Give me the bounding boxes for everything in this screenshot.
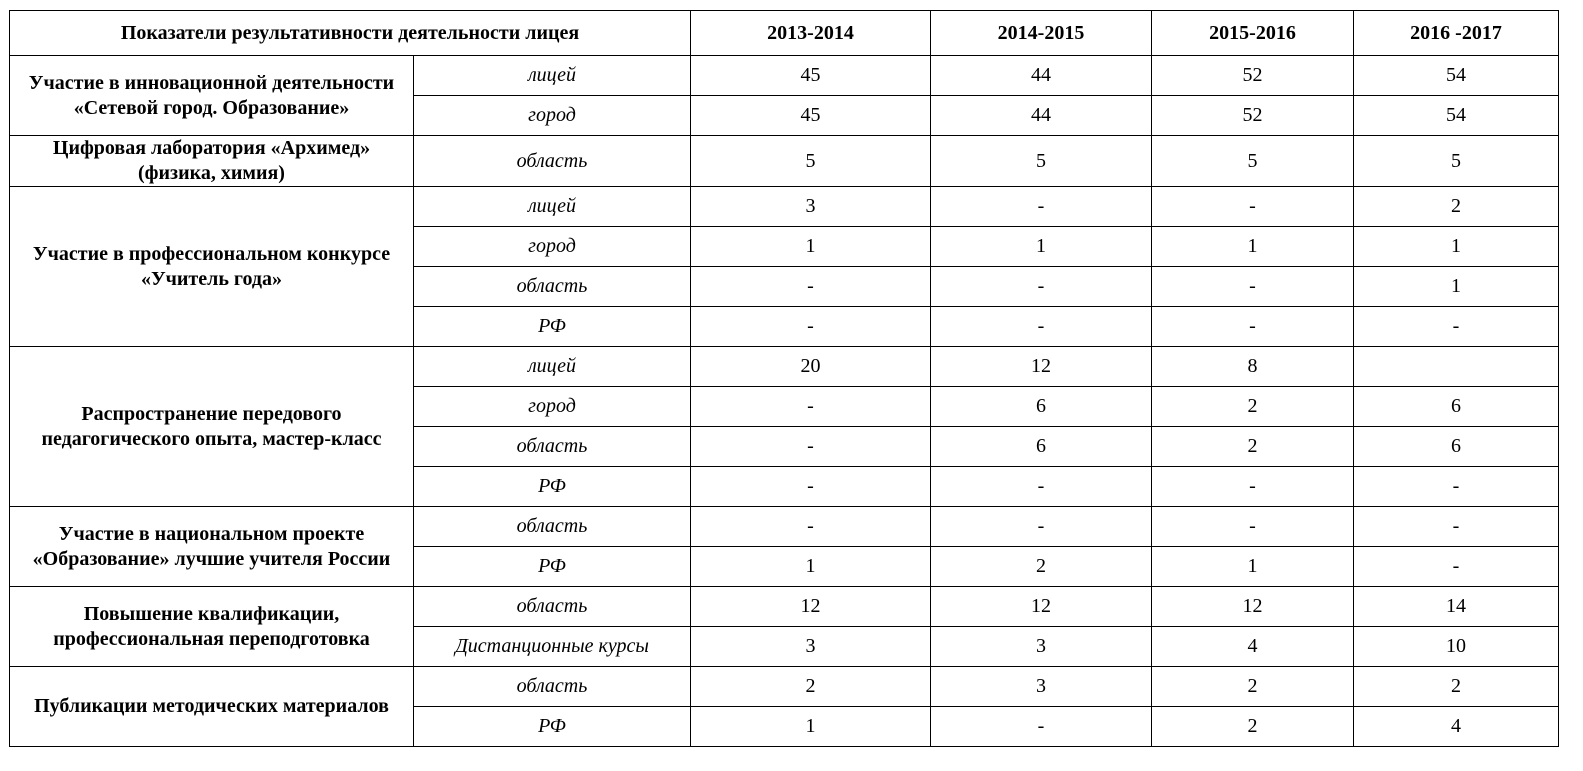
- value-cell: 12: [931, 587, 1152, 627]
- value-cell: 14: [1354, 587, 1559, 627]
- level-cell: РФ: [414, 307, 691, 347]
- level-cell: РФ: [414, 547, 691, 587]
- level-cell: область: [414, 667, 691, 707]
- table-row: [10, 136, 1559, 187]
- value-cell: 45: [691, 96, 931, 136]
- table-row: [10, 187, 1559, 227]
- level-cell: область: [414, 587, 691, 627]
- level-cell: город: [414, 227, 691, 267]
- header-year: 2015-2016: [1152, 11, 1354, 56]
- level-cell: область: [414, 267, 691, 307]
- value-cell: 4: [1152, 627, 1354, 667]
- indicator-cell: Цифровая лаборатория «Архимед» (физика, химия): [10, 136, 414, 187]
- value-cell: 3: [691, 187, 931, 227]
- value-cell: 44: [931, 96, 1152, 136]
- value-cell: 10: [1354, 627, 1559, 667]
- value-cell: 5: [931, 136, 1152, 187]
- value-cell: 3: [931, 667, 1152, 707]
- header-year: 2014-2015: [931, 11, 1152, 56]
- value-cell: 6: [1354, 427, 1559, 467]
- value-cell: -: [1354, 547, 1559, 587]
- level-cell: город: [414, 96, 691, 136]
- value-cell: -: [931, 307, 1152, 347]
- value-cell: 6: [931, 427, 1152, 467]
- value-cell: -: [931, 467, 1152, 507]
- value-cell: -: [691, 507, 931, 547]
- value-cell: 45: [691, 56, 931, 96]
- value-cell: 6: [931, 387, 1152, 427]
- table-row: [10, 667, 1559, 707]
- value-cell: 2: [691, 667, 931, 707]
- value-cell: 52: [1152, 56, 1354, 96]
- value-cell: 5: [1354, 136, 1559, 187]
- value-cell: 2: [1152, 667, 1354, 707]
- level-cell: РФ: [414, 467, 691, 507]
- value-cell: 1: [931, 227, 1152, 267]
- value-cell: 2: [1354, 667, 1559, 707]
- value-cell: 4: [1354, 707, 1559, 747]
- value-cell: 1: [1152, 227, 1354, 267]
- value-cell: 2: [1354, 187, 1559, 227]
- value-cell: 5: [1152, 136, 1354, 187]
- value-cell: 3: [691, 627, 931, 667]
- indicator-cell: Участие в национальном проекте «Образование» лучшие учителя России: [10, 507, 414, 587]
- level-cell: лицей: [414, 56, 691, 96]
- value-cell: 54: [1354, 56, 1559, 96]
- value-cell: 12: [1152, 587, 1354, 627]
- value-cell: 6: [1354, 387, 1559, 427]
- value-cell: 20: [691, 347, 931, 387]
- value-cell: 1: [691, 707, 931, 747]
- value-cell: 54: [1354, 96, 1559, 136]
- value-cell: -: [931, 267, 1152, 307]
- indicator-cell: Участие в профессиональном конкурсе «Учитель года»: [10, 187, 414, 347]
- table-row: [10, 56, 1559, 96]
- value-cell: -: [691, 467, 931, 507]
- header-row: [10, 11, 1559, 56]
- value-cell: 52: [1152, 96, 1354, 136]
- value-cell: 2: [1152, 707, 1354, 747]
- value-cell: -: [1354, 507, 1559, 547]
- level-cell: лицей: [414, 347, 691, 387]
- level-cell: лицей: [414, 187, 691, 227]
- level-cell: Дистанционные курсы: [414, 627, 691, 667]
- level-cell: область: [414, 427, 691, 467]
- level-cell: область: [414, 136, 691, 187]
- level-cell: область: [414, 507, 691, 547]
- level-cell: РФ: [414, 707, 691, 747]
- value-cell: 2: [1152, 387, 1354, 427]
- value-cell: 1: [691, 227, 931, 267]
- value-cell: -: [691, 307, 931, 347]
- header-year: 2016 -2017: [1354, 11, 1559, 56]
- value-cell: -: [931, 187, 1152, 227]
- value-cell: -: [1152, 467, 1354, 507]
- table-row: [10, 507, 1559, 547]
- performance-table: [9, 10, 1559, 747]
- indicator-cell: Участие в инновационной деятельности «Сетевой город. Образование»: [10, 56, 414, 136]
- table-row: [10, 347, 1559, 387]
- value-cell: 2: [931, 547, 1152, 587]
- value-cell: -: [1152, 267, 1354, 307]
- value-cell: -: [691, 387, 931, 427]
- value-cell: [1354, 347, 1559, 387]
- value-cell: 1: [1354, 267, 1559, 307]
- value-cell: 1: [1152, 547, 1354, 587]
- value-cell: -: [931, 507, 1152, 547]
- value-cell: 1: [1354, 227, 1559, 267]
- value-cell: -: [691, 427, 931, 467]
- level-cell: город: [414, 387, 691, 427]
- value-cell: 12: [691, 587, 931, 627]
- value-cell: -: [1354, 467, 1559, 507]
- value-cell: 44: [931, 56, 1152, 96]
- value-cell: 2: [1152, 427, 1354, 467]
- indicator-cell: Повышение квалификации, профессиональная переподготовка: [10, 587, 414, 667]
- indicator-cell: Публикации методических материалов: [10, 667, 414, 747]
- value-cell: 8: [1152, 347, 1354, 387]
- value-cell: 12: [931, 347, 1152, 387]
- value-cell: -: [1152, 187, 1354, 227]
- table-row: [10, 587, 1559, 627]
- value-cell: -: [1354, 307, 1559, 347]
- value-cell: -: [691, 267, 931, 307]
- value-cell: 3: [931, 627, 1152, 667]
- indicator-cell: Распространение передового педагогического опыта, мастер-класс: [10, 347, 414, 507]
- value-cell: -: [1152, 507, 1354, 547]
- value-cell: 1: [691, 547, 931, 587]
- value-cell: -: [1152, 307, 1354, 347]
- value-cell: 5: [691, 136, 931, 187]
- header-indicator: Показатели результативности деятельности лицея: [10, 11, 691, 56]
- header-year: 2013-2014: [691, 11, 931, 56]
- value-cell: -: [931, 707, 1152, 747]
